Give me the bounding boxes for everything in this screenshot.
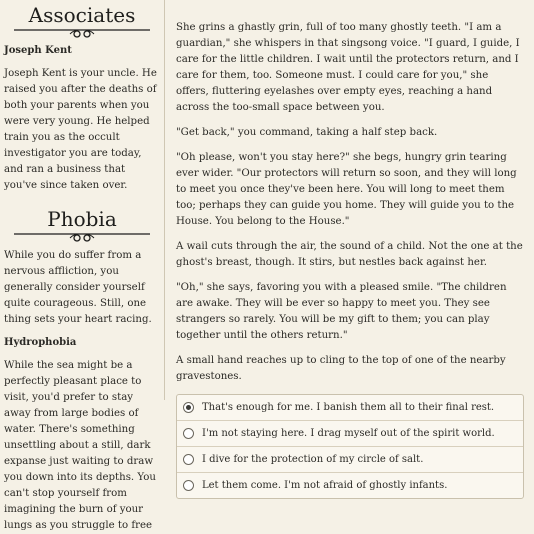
story-panel xyxy=(176,0,524,491)
ornament-icon xyxy=(0,26,164,38)
phobia-name: Hydrophobia xyxy=(4,337,77,348)
associate-name: Joseph Kent xyxy=(4,45,72,56)
choice-option[interactable] xyxy=(177,395,523,421)
choice-label: I'm not staying here. I drag myself out of the spirit world. xyxy=(202,428,495,439)
story-paragraph: "Oh please, won't you stay here?" she begs, hungry grin tearing ever wider. "Our protectors will return so soon, and they will long to meet you once they've been here. You will long to meet them too; perhaps they can guide you home. They will guide you to the House. You belong to the House." xyxy=(176,152,517,227)
choice-list xyxy=(176,394,524,499)
story-paragraph: She grins a ghastly grin, full of too many ghostly teeth. "I am a guardian," she whispers in that singsong voice. "I guard, I guide, I care for the little children. I wait until the protectors return, and I care for them, too. Someone must. I could care for you," she offers, fluttering eyelashes over empty eyes, reaching a hand across the too-small space between you. xyxy=(176,22,520,113)
story-paragraph: A small hand reaches up to cling to the top of one of the nearby gravestones. xyxy=(176,355,506,382)
choice-option[interactable] xyxy=(177,447,523,473)
ornament-icon xyxy=(0,230,164,242)
choice-label: I dive for the protection of my circle of salt. xyxy=(202,454,424,465)
radio-selected-icon[interactable] xyxy=(183,402,194,413)
choice-label: That's enough for me. I banish them all to their final rest. xyxy=(202,402,495,413)
story-paragraph: "Oh," she says, favoring you with a pleased smile. "The children are awake. They will be ever so happy to meet you. They see strangers so rarely. You will be my gift to them; you can play together until the others return." xyxy=(176,282,507,341)
radio-icon[interactable] xyxy=(183,480,194,491)
associates-heading: Associates xyxy=(28,3,136,27)
column-divider xyxy=(164,0,165,400)
choice-option[interactable] xyxy=(177,421,523,447)
choice-option[interactable] xyxy=(177,473,523,498)
stats-sidebar xyxy=(0,0,164,531)
story-paragraph: "Get back," you command, taking a half step back. xyxy=(176,127,438,138)
choice-label: Let them come. I'm not afraid of ghostly infants. xyxy=(202,480,448,491)
phobia-description: While the sea might be a perfectly pleasant place to visit, you'd prefer to stay away from large bodies of water. There's something unsettling about a still, dark expanse just waiting to draw you down into its depths. You can't stop yourself from imagining the burn of your lungs as you struggle to free xyxy=(4,360,156,531)
radio-icon[interactable] xyxy=(183,428,194,439)
radio-icon[interactable] xyxy=(183,454,194,465)
phobia-intro: While you do suffer from a nervous affliction, you generally consider yourself quite courageous. Still, one thing sets your heart racing. xyxy=(4,250,152,325)
story-paragraph: A wail cuts through the air, the sound of a child. Not the one at the ghost's breast, though. It stirs, but nestles back against her. xyxy=(176,241,523,268)
associate-description: Joseph Kent is your uncle. He raised you after the deaths of both your parents when you were very young. He helped train you as the occult investigator you are today, and ran a business that you've since taken over. xyxy=(4,68,157,191)
phobia-heading: Phobia xyxy=(47,207,117,231)
